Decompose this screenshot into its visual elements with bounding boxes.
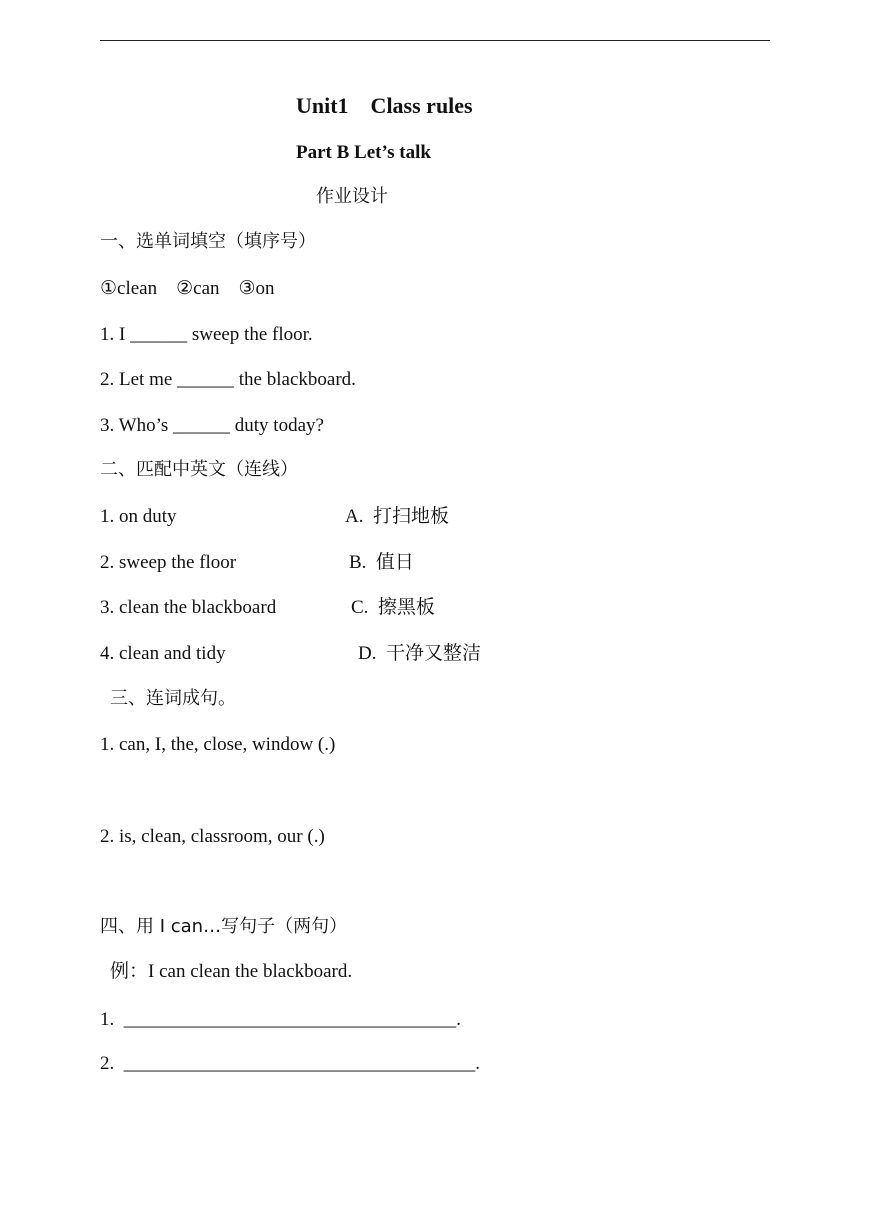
match-left-4: 4. clean and tidy bbox=[100, 643, 226, 664]
page-title: Unit1 Class rules bbox=[296, 93, 473, 118]
match-right-c: C. 擦黑板 bbox=[351, 597, 435, 618]
section1-heading: 一、选单词填空（填序号） bbox=[100, 231, 316, 252]
match-right-d: D. 干净又整洁 bbox=[358, 643, 481, 664]
match-left-1: 1. on duty bbox=[100, 506, 177, 527]
order-item-1: 1. can, I, the, close, window (.) bbox=[100, 734, 336, 755]
match-left-3: 3. clean the blackboard bbox=[100, 597, 277, 618]
example-sentence: 例：I can clean the blackboard. bbox=[110, 961, 353, 982]
page-subtitle: Part B Let’s talk bbox=[296, 142, 431, 163]
answer-line-2: 2. _____________________________________. bbox=[100, 1053, 480, 1074]
fill-item-2: 2. Let me ______ the blackboard. bbox=[100, 369, 356, 390]
design-label: 作业设计 bbox=[316, 186, 388, 207]
header-rule bbox=[100, 40, 770, 41]
order-item-2: 2. is, clean, classroom, our (.) bbox=[100, 826, 325, 847]
section3-heading: 三、连词成句。 bbox=[110, 688, 236, 709]
section4-heading: 四、用 I can…写句子（两句） bbox=[100, 916, 348, 937]
fill-item-1: 1. I ______ sweep the floor. bbox=[100, 324, 313, 345]
answer-line-1: 1. ___________________________________. bbox=[100, 1009, 461, 1030]
section2-heading: 二、匹配中英文（连线） bbox=[100, 459, 298, 480]
fill-item-3: 3. Who’s ______ duty today? bbox=[100, 415, 324, 436]
match-right-b: B. 值日 bbox=[349, 552, 414, 573]
match-right-a: A. 打扫地板 bbox=[345, 506, 449, 527]
match-left-2: 2. sweep the floor bbox=[100, 552, 237, 573]
word-options: ①clean ②can ③on bbox=[100, 278, 275, 299]
